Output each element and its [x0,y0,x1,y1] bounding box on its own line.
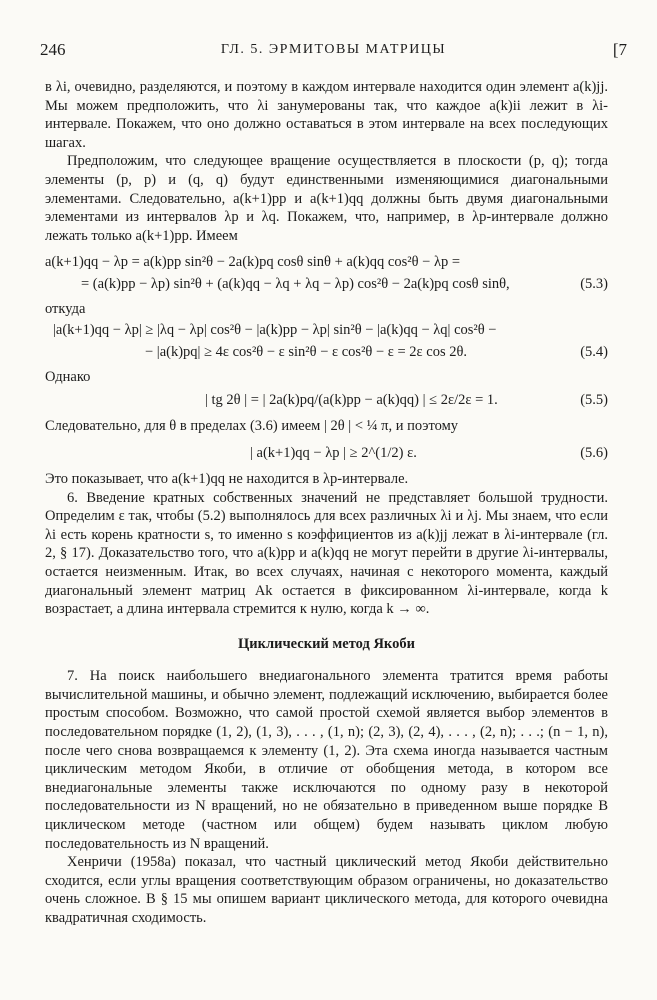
equation-text: | a(k+1)qq − λp | ≥ 2^(1/2) ε. [250,444,417,461]
section-number: [7 [612,40,627,59]
equation-5-6 [45,442,608,464]
equation-text: |a(k+1)qq − λp| ≥ |λq − λp| cos²θ − |a(k)pp − λp| sin²θ − |a(k)qq − λq| cos²θ − [53,322,497,339]
paragraph-section-7: 7. На поиск наибольшего внедиагонального элемента тратится время работы вычислительной машины, и обычно элемент, подлежащий исключению, выбирается более простым способом. Возможно, что самой простой схемой является выбор элементов в последовательном порядке (1, 2), (1, 3), . . . , (1, n); (2, 3), (2, 4), . . . , (2, n); . . .; (n − 1, n), после чего снова возвращаемся к элементу (1, 2). Эта схема иногда называется частным циклическим методом Якоби, в отличие от обобщения метода, в котором все внедиагональные элементы также исключаются по одному разу в некоторой последовательности из N вращений, но не обязательно в приведенном выше порядке В циклическом методе (частном или общем) будем называть циклом любую последовательность из N вращений. [45,668,608,852]
label-odnako: Однако [45,369,91,386]
equation-number: (5.3) [580,276,608,293]
page-header [40,40,627,64]
equation-number: (5.6) [580,444,608,461]
equation-5-5 [45,389,608,411]
page-body [45,78,608,928]
paragraph-section-6: 6. Введение кратных собственных значений не представляет большой трудности. Определим ε так, чтобы (5.2) выполнялось для всех различных λi и λj. Мы знаем, что если λi есть корень кратности s, то именно s коэффициентов из a(k)jj лежат в λi-интервале (гл. 2, § 17). Доказательство того, что a(k)pp и a(k)qq не могут перейти в другие λi-интервалы, остается неизменным. Итак, во всех случаях, начиная с некоторого момента, каждый диагональный элемент матриц Ak остается в фиксированном λi-интервале, когда k возрастает, а длина интервала стремится к нулю, когда k → ∞. [45,489,608,618]
paragraph-intervals-tail: в λi, очевидно, разделяются, и поэтому в каждом интервале находится один элемент a(k)jj. Мы можем предположить, что λi занумерованы так, что каждое a(k)ii лежит в λi-интервале. Покажем, что оно должно оставаться в этом интервале на всех последующих шагах. [45,79,608,151]
running-title: ГЛ. 5. ЭРМИТОВЫ МАТРИЦЫ [220,42,447,57]
paragraph-henrici: Хенричи (1958а) показал, что частный циклический метод Якоби действительно сходится, если углы вращения соответствующим образом ограничены, но доказательство очень сложное. В § 15 мы опишем вариант циклического метода, для которого очевидна квадратичная сходимость. [45,854,608,926]
paragraph-rotation-plane: Предположим, что следующее вращение осуществляется в плоскости (p, q); тогда элементы (p, p) и (q, q) будут единственными изменяющимися диагональными элементами. Следовательно, a(k+1)pp и a(k+1)qq должны быть двумя диагональными элементами из интервалов λp и λq. Покажем, что, например, в λp-интервале должно лежать только a(k+1)pp. Имеем [45,153,608,244]
paragraph-theta-bounds: Следовательно, для θ в пределах (3.6) имеем | 2θ | < ¼ π, и поэтому [45,418,459,435]
equation-5-4-line-2 [45,341,608,363]
equation-text: a(k+1)qq − λp = a(k)pp sin²θ − 2a(k)pq cosθ sinθ + a(k)qq cos²θ − λp = [45,254,461,271]
page-number: 246 [40,40,66,59]
equation-5-3-line-2 [45,273,608,295]
equation-5-4-line-1 [45,319,608,341]
section-heading: Циклический метод Якоби [238,635,415,652]
equation-number: (5.4) [580,344,608,361]
label-otkuda: откуда [45,301,86,318]
paragraph-conclusion: Это показывает, что a(k+1)qq не находится в λp-интервале. [45,470,409,487]
equation-text: = (a(k)pp − λp) sin²θ + (a(k)qq − λq + λq − λp) cos²θ − 2a(k)pq cosθ sinθ, [81,276,510,293]
equation-5-3-line-1 [45,251,608,273]
equation-number: (5.5) [580,392,608,409]
equation-text: | tg 2θ | = | 2a(k)pq/(a(k)pp − a(k)qq) | ≤ 2ε/2ε = 1. [205,392,498,409]
equation-text: − |a(k)pq| ≥ 4ε cos²θ − ε sin²θ − ε cos²θ − ε = 2ε cos 2θ. [145,344,468,361]
